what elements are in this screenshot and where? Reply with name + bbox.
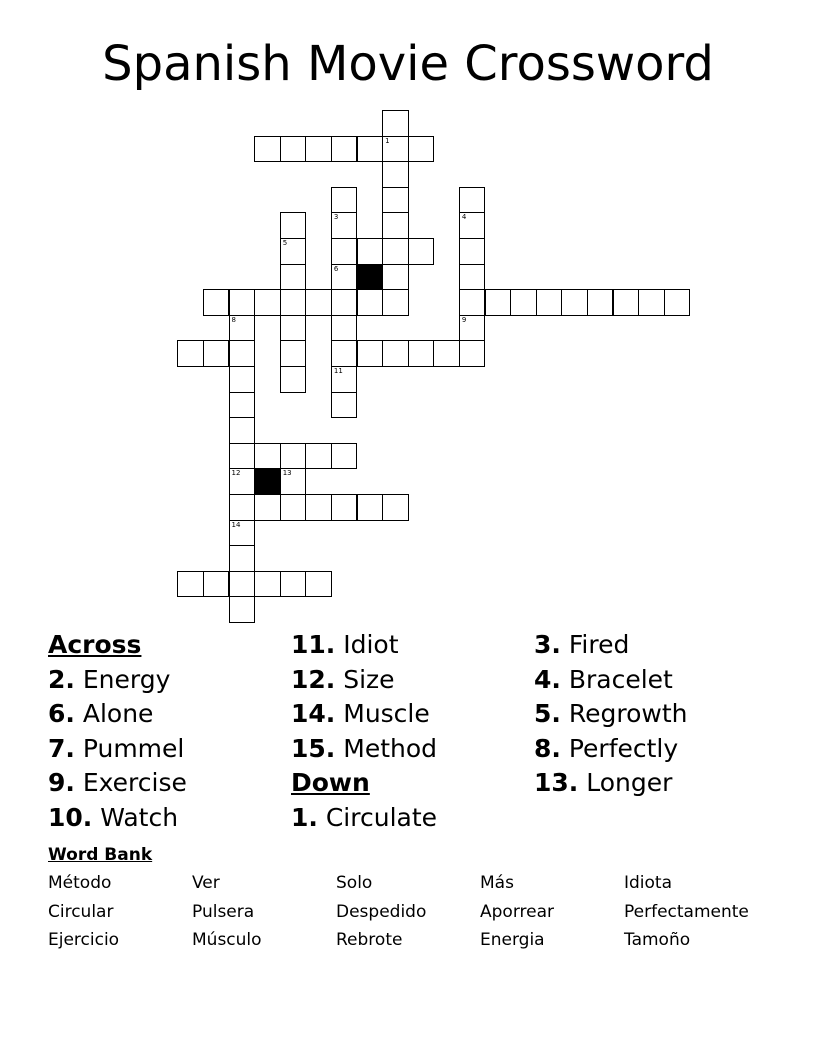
grid-cell[interactable]	[280, 494, 307, 521]
clue-number: 13	[282, 469, 292, 478]
grid-cell[interactable]	[229, 596, 256, 623]
grid-cell[interactable]	[408, 136, 435, 163]
grid-cell[interactable]	[203, 289, 230, 316]
clue-number: 14	[231, 520, 241, 529]
clue-text: Method	[335, 733, 438, 763]
down-clue	[534, 732, 687, 767]
grid-block	[357, 264, 384, 291]
clues-column-2	[291, 628, 437, 835]
clue-number-label: 7.	[48, 733, 75, 763]
word-bank-entry: Circular	[48, 901, 114, 922]
across-clue	[291, 628, 437, 663]
word-bank-entry: Ejercicio	[48, 930, 120, 950]
grid-cell[interactable]	[382, 238, 409, 265]
clue-number: 1	[385, 136, 390, 145]
grid-cell[interactable]	[203, 571, 230, 598]
grid-cell[interactable]	[305, 571, 332, 598]
clue-number: 4	[461, 213, 467, 222]
word-bank-entry: Más	[480, 873, 514, 893]
grid-cell[interactable]	[331, 494, 358, 521]
clue-list-down-2	[534, 628, 687, 801]
grid-cell[interactable]	[254, 443, 281, 470]
grid-cell[interactable]	[280, 443, 307, 470]
clue-number-label: 6.	[48, 699, 75, 728]
grid-cell[interactable]	[433, 340, 460, 367]
clue-text: Idiot	[335, 630, 399, 659]
clue-text: Size	[335, 664, 395, 694]
word-bank-entry: Pulsera	[192, 901, 255, 922]
grid-cell[interactable]	[459, 315, 486, 342]
grid-cell[interactable]	[254, 136, 281, 163]
clue-number: 5	[282, 239, 288, 247]
grid-cell[interactable]	[459, 238, 486, 265]
grid-cell[interactable]	[280, 571, 307, 598]
clue-number-label: 15.	[291, 733, 336, 763]
grid-cell[interactable]	[382, 264, 409, 291]
across-clue	[291, 732, 437, 767]
grid-cell[interactable]	[382, 494, 409, 521]
across-clue	[48, 663, 187, 698]
clue-number-label: 11.	[291, 630, 336, 659]
grid-cell[interactable]	[280, 366, 307, 393]
grid-cell[interactable]	[305, 136, 332, 163]
grid-cell[interactable]	[331, 212, 358, 239]
grid-cell[interactable]	[408, 238, 435, 265]
grid-block	[254, 468, 281, 495]
grid-cell[interactable]	[331, 289, 358, 316]
word-bank-entry: Aporrear	[480, 901, 554, 922]
grid-cell[interactable]	[177, 340, 204, 367]
grid-cell[interactable]	[229, 417, 256, 444]
grid-cell[interactable]	[357, 494, 384, 521]
clue-number-label: 1.	[291, 802, 318, 832]
clue-number-label: 9.	[48, 768, 75, 797]
word-bank-entry: Energia	[480, 930, 545, 950]
grid-cell[interactable]	[229, 520, 256, 547]
grid-cell[interactable]	[613, 289, 640, 316]
puzzle-title: Spanish Movie Crossword	[102, 36, 714, 92]
clue-text: Pummel	[74, 733, 185, 763]
clue-number: 9	[461, 315, 467, 324]
word-bank-entry: Tamoño	[624, 930, 691, 950]
grid-cell[interactable]	[280, 238, 307, 265]
grid-cell[interactable]	[229, 366, 256, 393]
word-bank-entry: Rebrote	[336, 930, 403, 950]
grid-cell[interactable]	[459, 212, 486, 239]
clue-text: Regrowth	[560, 699, 688, 728]
clue-number: 6	[333, 264, 339, 273]
grid-cell[interactable]	[254, 494, 281, 521]
across-heading: Across	[48, 630, 142, 659]
grid-cell[interactable]	[254, 289, 281, 316]
down-clue	[291, 801, 437, 836]
grid-cell[interactable]	[357, 289, 384, 316]
grid-cell[interactable]	[305, 443, 332, 470]
clue-text: Exercise	[74, 768, 187, 797]
clue-number-label: 12.	[291, 664, 336, 694]
clue-list-across-2	[291, 628, 437, 766]
clue-number: 11	[333, 367, 343, 375]
clue-text: Alone	[74, 699, 154, 728]
word-bank-entry: Idiota	[624, 873, 673, 893]
grid-cell[interactable]	[536, 289, 563, 316]
grid-cell[interactable]	[331, 264, 358, 291]
grid-cell[interactable]	[459, 289, 486, 316]
down-clue	[534, 628, 687, 663]
grid-cell[interactable]	[331, 315, 358, 342]
down-clue	[534, 697, 687, 732]
clue-list-across-1	[48, 663, 187, 836]
clues-column-1	[48, 628, 187, 835]
grid-cell[interactable]	[331, 238, 358, 265]
grid-cell[interactable]	[664, 289, 691, 316]
clue-number: 3	[333, 213, 339, 222]
down-clue	[534, 663, 687, 698]
grid-cell[interactable]	[229, 571, 256, 598]
word-bank-entry: Despedido	[336, 901, 427, 922]
grid-cell[interactable]	[331, 187, 358, 214]
grid-cell[interactable]	[177, 571, 204, 598]
grid-cell[interactable]	[459, 187, 486, 214]
across-clue	[291, 663, 437, 698]
grid-cell[interactable]	[280, 340, 307, 367]
word-bank-title: Word Bank	[48, 845, 153, 865]
grid-cell[interactable]	[638, 289, 665, 316]
word-bank-entry: Método	[48, 873, 112, 893]
grid-cell[interactable]	[382, 110, 409, 137]
clue-text: Watch	[92, 802, 179, 832]
grid-cell[interactable]	[229, 289, 256, 316]
grid-cell[interactable]	[382, 289, 409, 316]
down-clue	[534, 766, 687, 801]
clue-text: Perfectly	[560, 733, 679, 763]
grid-cell[interactable]	[280, 212, 307, 239]
grid-cell[interactable]	[561, 289, 588, 316]
clues-column-3	[534, 628, 687, 801]
grid-cell[interactable]	[229, 315, 256, 342]
grid-cell[interactable]	[229, 392, 256, 419]
grid-cell[interactable]	[229, 443, 256, 470]
grid-cell[interactable]	[331, 340, 358, 367]
clue-text: Longer	[578, 768, 673, 797]
grid-cell[interactable]	[305, 289, 332, 316]
grid-cell[interactable]	[382, 340, 409, 367]
grid-cell[interactable]	[331, 443, 358, 470]
grid-cell[interactable]	[254, 571, 281, 598]
grid-cell[interactable]	[459, 264, 486, 291]
word-bank-entry: Solo	[336, 873, 373, 893]
grid-cell[interactable]	[459, 340, 486, 367]
grid-cell[interactable]	[280, 315, 307, 342]
grid-cell[interactable]	[382, 161, 409, 188]
grid-cell[interactable]	[331, 366, 358, 393]
grid-cell[interactable]	[587, 289, 614, 316]
clue-number-label: 4.	[534, 664, 561, 694]
grid-cell[interactable]	[331, 392, 358, 419]
clue-text: Fired	[560, 630, 630, 659]
grid-cell[interactable]	[280, 264, 307, 291]
clue-text: Energy	[74, 664, 171, 694]
clue-number: 8	[231, 315, 236, 324]
grid-cell[interactable]	[280, 136, 307, 163]
across-clue	[48, 697, 187, 732]
grid-cell[interactable]	[229, 494, 256, 521]
clue-text: Bracelet	[560, 664, 673, 694]
clue-number-label: 14.	[291, 699, 336, 728]
grid-cell[interactable]	[331, 136, 358, 163]
grid-cell[interactable]	[229, 545, 256, 572]
clue-text: Muscle	[335, 699, 430, 728]
across-clue	[48, 732, 187, 767]
grid-cell[interactable]	[382, 187, 409, 214]
grid-cell[interactable]	[280, 289, 307, 316]
clue-number-label: 13.	[534, 768, 579, 797]
grid-cell[interactable]	[357, 238, 384, 265]
word-bank-entry: Músculo	[192, 930, 262, 950]
grid-cell[interactable]	[357, 136, 384, 163]
grid-cell[interactable]	[510, 289, 537, 316]
grid-cell[interactable]	[382, 212, 409, 239]
grid-cell[interactable]	[485, 289, 512, 316]
clue-list-down-1	[291, 801, 437, 836]
grid-cell[interactable]	[229, 468, 256, 495]
grid-cell[interactable]	[203, 340, 230, 367]
grid-cell[interactable]	[305, 494, 332, 521]
across-clue	[291, 697, 437, 732]
grid-cell[interactable]	[408, 340, 435, 367]
grid-cell[interactable]	[382, 136, 409, 163]
clue-number-label: 8.	[534, 733, 561, 763]
clue-number-label: 10.	[48, 802, 93, 832]
clue-number-label: 5.	[534, 699, 561, 728]
word-bank-entry: Perfectamente	[624, 901, 749, 922]
word-bank-entry: Ver	[192, 873, 220, 893]
clue-number: 12	[231, 469, 241, 478]
grid-cell[interactable]	[280, 468, 307, 495]
grid-cell[interactable]	[357, 340, 384, 367]
clue-number-label: 3.	[534, 630, 561, 659]
clue-text: Circulate	[317, 802, 438, 832]
across-clue	[48, 801, 187, 836]
down-heading: Down	[291, 768, 370, 797]
across-clue	[48, 766, 187, 801]
grid-cell[interactable]	[229, 340, 256, 367]
clue-number-label: 2.	[48, 664, 75, 694]
